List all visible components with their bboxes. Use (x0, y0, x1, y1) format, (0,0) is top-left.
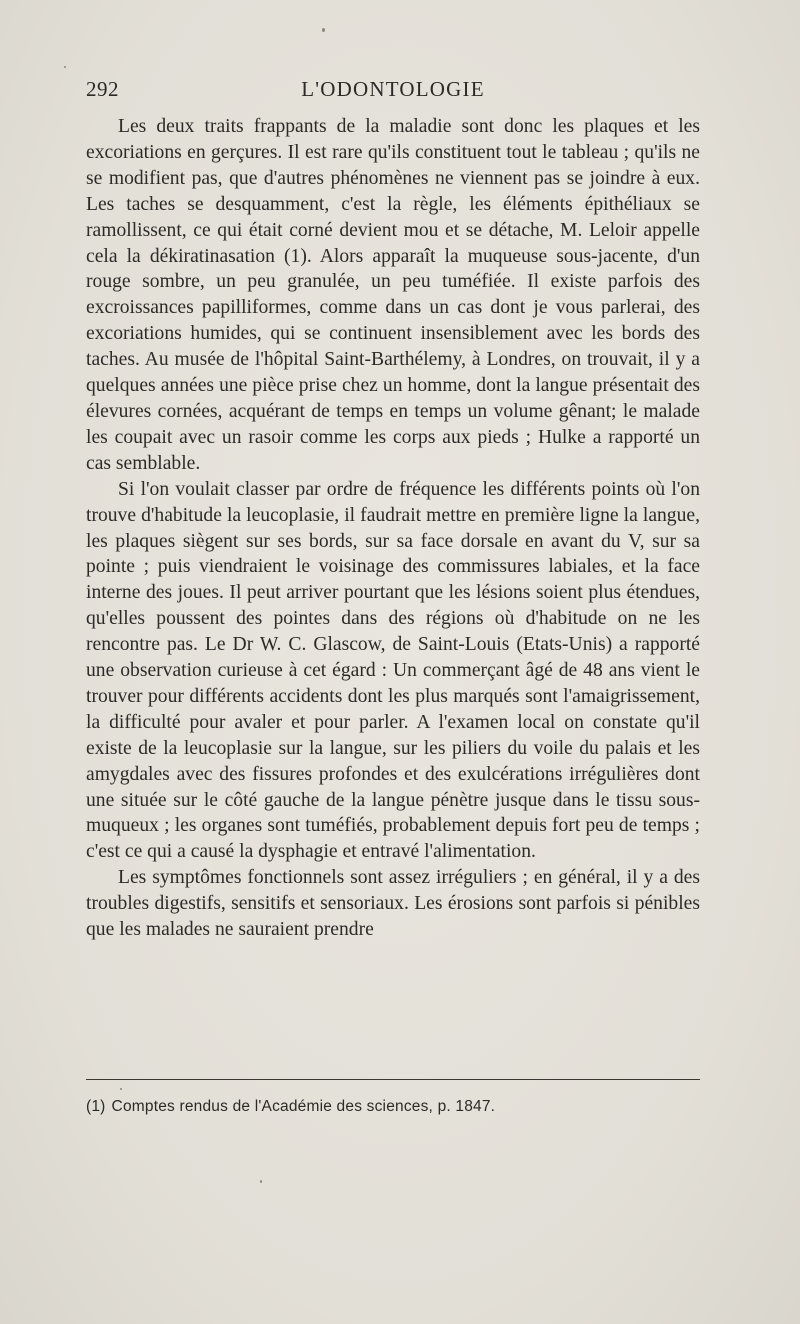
paragraph-2: Si l'on voulait classer par ordre de fréquence les différents points où l'on trouve d'habitude la leucoplasie, il faudrait mettre en première ligne la langue, les plaques siègent sur ses bords, sur sa face dorsale en avant du V, sur sa pointe ; puis viendraient le voisinage des commissures labiales, et la face interne des joues. Il peut arriver pourtant que les lésions soient plus étendues, qu'elles poussent des pointes dans des régions où d'habitude on ne les rencontre pas. Le Dr W. C. Glascow, de Saint-Louis (Etats-Unis) a rapporté une observation curieuse à cet égard : Un commerçant âgé de 48 ans vient le trouver pour différents accidents dont les plus marqués sont l'amaigrissement, la difficulté pour avaler et pour parler. A l'examen local on constate qu'il existe de la leucoplasie sur la langue, sur les piliers du voile du palais et les amygdales avec des fissures profondes et des exulcérations irrégulières dont une située sur le côté gauche de la langue pénètre jusque dans le tissu sous-muqueux ; les organes sont tuméfiés, probablement depuis fort peu de temps ; c'est ce qui a causé la dysphagie et entravé l'alimentation. (86, 478, 700, 863)
footnote-text: Comptes rendus de l'Académie des sciences, p. 1847. (111, 1098, 496, 1115)
paper-speck (260, 1180, 262, 1183)
footnote-marker: (1) (86, 1098, 106, 1115)
page-header (86, 77, 700, 105)
paper-speck (120, 1088, 122, 1090)
footnote-separator (86, 1079, 700, 1080)
paragraph-1: Les deux traits frappants de la maladie sont donc les plaques et les excoriations en gerçures. Il est rare qu'ils constituent tout le tableau ; qu'ils ne se modifient pas, que d'autres phénomènes ne viennent pas se joindre à eux. Les taches se desquamment, c'est la règle, les éléments épithéliaux se ramollissent, ce qui était corné devient mou et se détache, M. Leloir appelle cela la dékiratinasation (1). Alors apparaît la muqueuse sous-jacente, d'un rouge sombre, un peu granulée, un peu tuméfiée. Il existe parfois des excroissances papilliformes, comme dans un cas dont je vous parlerai, des excoriations humides, qui se continuent insensiblement avec les bords des taches. Au musée de l'hôpital Saint-Barthélemy, à Londres, on trouvait, il y a quelques années une pièce prise chez un homme, dont la langue présentait des élevures cornées, acquérant de temps en temps un volume gênant; le malade les coupait avec un rasoir comme les corps aux pieds ; Hulke a rapporté un cas semblable. (86, 116, 700, 474)
body-text (86, 114, 700, 943)
paper-speck (322, 28, 325, 32)
paragraph-3: Les symptômes fonctionnels sont assez irréguliers ; en général, il y a des troubles digestifs, sensitifs et sensoriaux. Les érosions sont parfois si pénibles que les malades ne sauraient prendre (86, 867, 700, 941)
running-title: L'ODONTOLOGIE (301, 77, 485, 101)
paper-speck (64, 66, 66, 68)
footnote (86, 1097, 700, 1117)
page-number: 292 (86, 77, 119, 101)
